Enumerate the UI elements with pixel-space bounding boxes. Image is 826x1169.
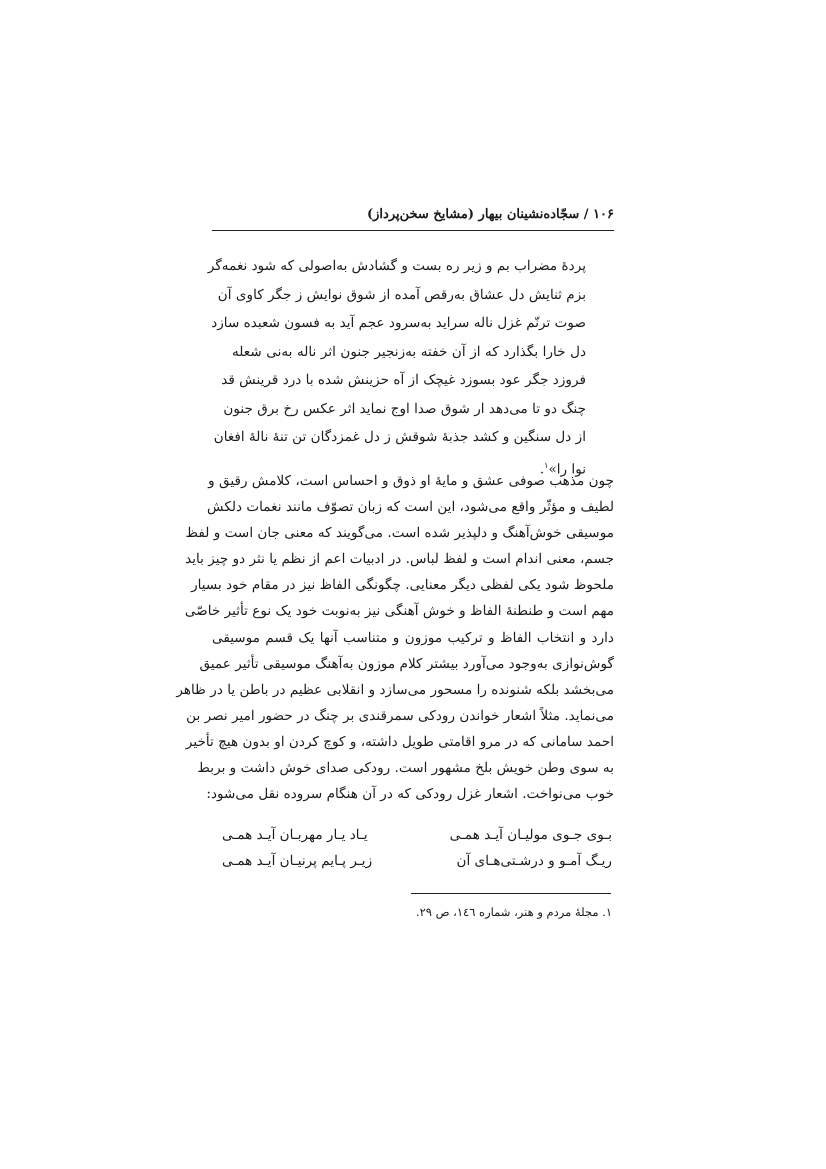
verse-line: بزم ثنایش دل عشاق به‌رقص آمده از شوق نوایش ز جگر کاوی آن: [217, 286, 586, 303]
verse-line: چنگ دو تا می‌دهد ار شوق صدا اوج نماید اثر عکس رخ برق جنون: [223, 400, 586, 417]
prose-line: احمد سامانی که در مرو اقامتی طویل داشته، و کوچ کردن او بدون هیچ تأخیر: [185, 733, 614, 750]
couplet: [212, 848, 614, 874]
prose-line: به سوی وطن خویش بلخ مشهور است. رودکی صدای خوش داشت و بربط: [197, 760, 614, 777]
verse-last-period: .: [539, 461, 545, 478]
footnote-separator: [411, 893, 611, 894]
running-head: ۱۰۶ / سجّاده‌نشینان بیهار (مشایخ سخن‌پرداز): [212, 204, 614, 231]
prose-paragraph: [176, 468, 614, 807]
prose-line: می‌نماید. مثلاً اشعار خواندن رودکی سمرقندی بر چنگ در حضور امیر نصر بن: [186, 707, 614, 724]
verse-line: پردهٔ مضراب بم و زیر ره بست و گشادش به‌اصولی که شود نغمه‌گر: [207, 258, 586, 274]
prose-line: جسم، معنی اندام است و لفظ لباس. در ادبیات اعم از نظم یا نثر دو چیز باید: [185, 551, 614, 568]
couplet: [212, 822, 614, 848]
prose-line: گوش‌نوازی به‌وجود می‌آورد بیشتر کلام موزون به‌آهنگ موسیقی تأثیر عمیق: [199, 655, 614, 672]
prose-line: مهم است و طنطنهٔ الفاظ و خوش آهنگی نیز به‌نوبت خود یک نوع تأثیر خاصّی: [184, 603, 614, 620]
prose-line: دارد و انتخاب الفاظ و ترکیب موزون و متناسب آنها یک قسم موسیقی: [212, 629, 614, 646]
verse-line: دل خارا بگذارد که از آن خفته به‌زنجیر جنون اثر ناله به‌نی شعله: [232, 343, 586, 360]
prose-line: می‌بخشد بلکه شنونده را مسحور می‌سازد و انقلابی عظیم در باطن یا در ظاهر: [176, 681, 614, 698]
hemistich-right: بـوی جـوی مولیـان آیـد همـی: [449, 827, 612, 843]
prose-line: لطیف و مؤثّر واقع می‌شود، این است که زبان تصوّف مانند نغمات دلکش: [207, 499, 614, 516]
prose-line: ملحوظ شود یکی لفظی دیگر معنایی. چگونگی الفاظ نیز در مقام خود بسیار: [191, 577, 614, 594]
verse-last-text: نوا را»: [548, 461, 586, 478]
footnote-marker: ۱: [544, 460, 549, 470]
verse-line: فروزد جگر عود بسوزد غیچک از آه حزینش شده با درد قرینش قد: [221, 372, 586, 388]
prose-line: چون مذهب صوفی عشق و مایهٔ او ذوق و احساس است، کلامش رقیق و: [208, 473, 614, 489]
footnote: ۱. مجلهٔ مردم و هنر، شماره ۱٤٦، ص ۲۹.: [415, 905, 612, 919]
verse-line: صوت ترنّم غزل ناله سراید به‌سرود عجم آید به فسون شعبده سازد: [211, 315, 586, 331]
verse-line: از دل سنگین و کشد جذبهٔ شوقش ز دل غمزدگان تن تنهٔ نالهٔ افغان: [213, 429, 586, 445]
prose-line: موسیقی خوش‌آهنگ و دلپذیر شده است. می‌گویند که معنی جان است و لفظ: [185, 525, 614, 542]
prose-line: خوب می‌نواخت. اشعار غزل رودکی که در آن هنگام سروده نقل می‌شود:: [206, 786, 614, 803]
hemistich-left: یـاد یـار مهربـان آیـد همـی: [222, 827, 368, 843]
poem-couplets: [212, 822, 614, 874]
verse-block: [207, 252, 614, 484]
hemistich-left: زیـر پـایم پرنیـان آیـد همـی: [222, 853, 373, 869]
hemistich-right: ریـگ آمـو و درشـتی‌هـای آن: [456, 853, 612, 869]
